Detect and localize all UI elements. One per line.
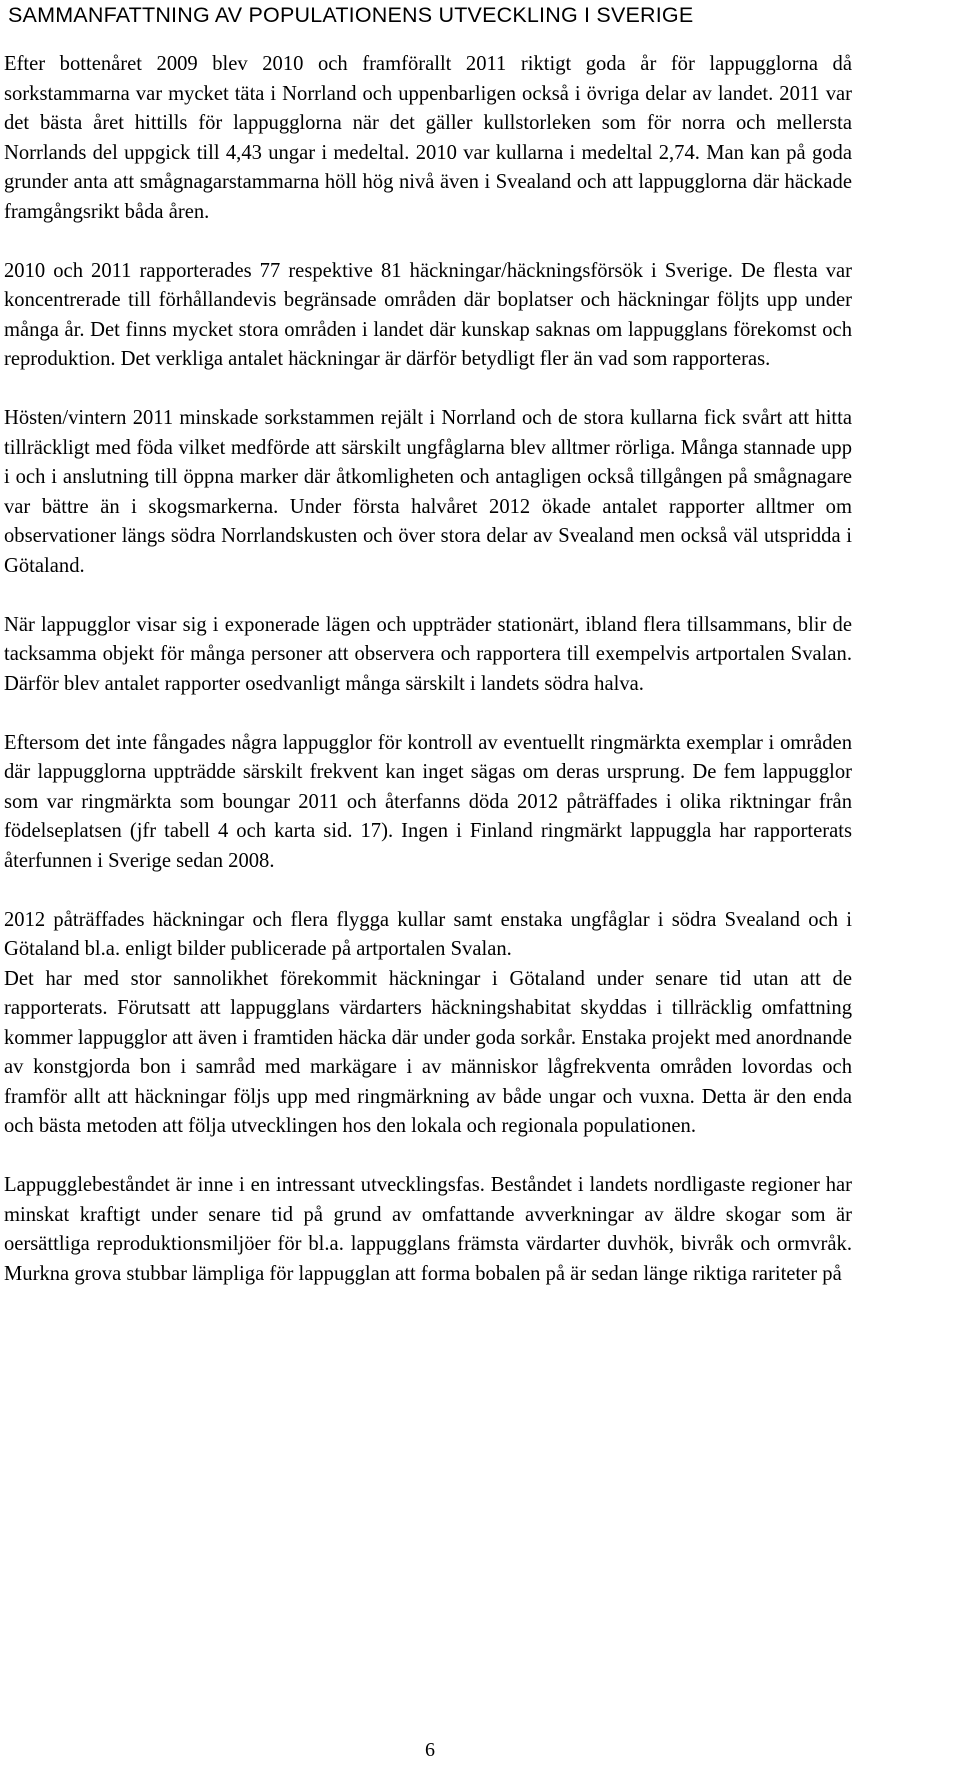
paragraph-breeding-2012: 2012 påträffades häckningar och flera flygga kullar samt enstaka ungfåglar i södra Svealand och i Götaland bl.a. enligt bilder publicerade på artportalen Svalan. xyxy=(4,908,852,960)
paragraph-population-2010-2011: Efter bottenåret 2009 blev 2010 och framförallt 2011 riktigt goda år för lappugglorna då sorkstammarna var mycket täta i Norrland och uppenbarligen också i övriga delar av landet. 2011 var det bästa året hittills för lappugglorna när det gäller kullstorleken som för norra och mellersta Norrlands del uppgick till 4,43 ungar i medeltal. 2010 var kullarna i medeltal 2,74. Man kan på goda grunder anta att smågnagarstammarna höll hög nivå även i Svealand och att lappugglorna där häckade framgångsrikt båda åren. xyxy=(4,53,852,223)
paragraph-autumn-winter-2011: Hösten/vintern 2011 minskade sorkstammen rejält i Norrland och de stora kullarna fick svårt att hitta tillräckligt med föda vilket medförde att särskilt ungfåglarna blev alltmer rörliga. Många stannade upp i och i anslutning till öppna marker där åtkomligheten och antagligen också tillgången på smågnagare var bättre än i skogsmarkerna. Under första halvåret 2012 ökade antalet rapporter alltmer om observationer längs södra Norrlandskusten och över stora delar av Svealand men också väl utspridda i Götaland. xyxy=(4,407,852,577)
paragraph-breeding-reports: 2010 och 2011 rapporterades 77 respektive 81 häckningar/häckningsförsök i Sverige. De flesta var koncentrerade till förhållandevis begränsade områden där boplatser och häckningar följts upp under många år. Det finns mycket stora områden i landet där kunskap saknas om lappugglans förekomst och reproduktion. Det verkliga antalet häckningar är därför betydligt fler än vad som rapporteras. xyxy=(4,259,852,370)
paragraph-exposed-locations: När lappugglor visar sig i exponerade lägen och uppträder stationärt, ibland flera tillsammans, blir de tacksamma objekt för många personer att observera och rapportera till exempelvis artportalen Svalan. Därför blev antalet rapporter osedvanligt många särskilt i landets södra halva. xyxy=(4,613,852,695)
paragraph-ringing-origin: Eftersom det inte fångades några lappugglor för kontroll av eventuellt ringmärkta exemplar i områden där lappugglorna uppträdde särskilt frekvent kan inget sägas om deras ursprung. De fem lappugglor som var ringmärkta som boungar 2011 och återfanns döda 2012 påträffades i olika riktningar från födelseplatsen (jfr tabell 4 och karta sid. 17). Ingen i Finland ringmärkt lappuggla har rapporterats återfunnen i Sverige sedan 2008. xyxy=(4,731,852,872)
paragraph-gotaland-breeding: Det har med stor sannolikhet förekommit häckningar i Götaland under senare tid utan att de rapporterats. Förutsatt att lappugglans värdarters häckningshabitat skyddas i tillräcklig omfattning kommer lappugglor att även i framtiden häcka där under goda sorkår. Enstaka projekt med anordnande av konstgjorda bon i samråd med markägare i av människor lågfrekventa områden lovordas och framför allt att häckningar följs upp med ringmärkning av både ungar och vuxna. Detta är den enda och bästa metoden att följa utvecklingen hos den lokala och regionala populationen. xyxy=(4,967,852,1137)
page-number: 6 xyxy=(425,1739,435,1761)
section-heading: SAMMANFATTNING AV POPULATIONENS UTVECKLING I SVERIGE xyxy=(8,3,694,27)
body-text xyxy=(4,50,852,1319)
paragraph-population-phase: Lappugglebeståndet är inne i en intressant utvecklingsfas. Beståndet i landets nordligaste regioner har minskat kraftigt under senare tid på grund av omfattande avverkningar av äldre skogar som är oersättliga reproduktionsmiljöer för bl.a. lappugglans främsta värdarter duvhök, bivråk och ormvråk. Murkna grova stubbar lämpliga för lappugglan att forma bobalen på är sedan länge riktiga rariteter på xyxy=(4,1174,852,1285)
